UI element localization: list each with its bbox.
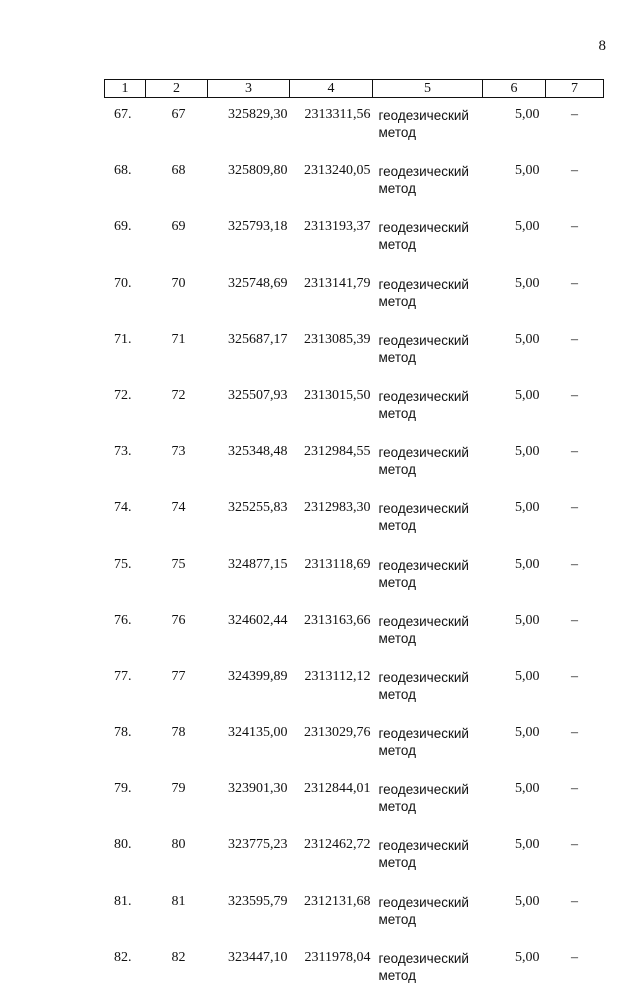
row-number-cell bbox=[105, 154, 146, 210]
note-cell: – bbox=[546, 491, 604, 547]
table-row bbox=[105, 660, 604, 716]
table-row bbox=[105, 772, 604, 828]
row-number-cell bbox=[105, 267, 146, 323]
accuracy-cell: 5,00 bbox=[483, 210, 546, 266]
point-id-cell: 80 bbox=[146, 828, 208, 884]
accuracy-cell: 5,00 bbox=[483, 772, 546, 828]
row-number-text: 78. bbox=[105, 725, 146, 741]
table-row bbox=[105, 210, 604, 266]
note-cell: – bbox=[546, 210, 604, 266]
point-id-cell: 72 bbox=[146, 379, 208, 435]
method-cell: геодезический метод bbox=[373, 716, 483, 772]
y-coordinate-cell: 2313240,05 bbox=[290, 154, 373, 210]
row-number-text: 71. bbox=[105, 332, 146, 348]
note-cell: – bbox=[546, 885, 604, 941]
accuracy-cell: 5,00 bbox=[483, 154, 546, 210]
x-coordinate-cell: 325829,30 bbox=[208, 98, 290, 155]
x-coordinate-cell: 323447,10 bbox=[208, 941, 290, 997]
accuracy-cell: 5,00 bbox=[483, 98, 546, 155]
accuracy-cell: 5,00 bbox=[483, 828, 546, 884]
table-row bbox=[105, 323, 604, 379]
y-coordinate-cell: 2313311,56 bbox=[290, 98, 373, 155]
x-coordinate-cell: 324602,44 bbox=[208, 604, 290, 660]
row-number-text: 81. bbox=[105, 894, 146, 910]
accuracy-cell: 5,00 bbox=[483, 941, 546, 997]
x-coordinate-cell: 325255,83 bbox=[208, 491, 290, 547]
x-coordinate-cell: 325748,69 bbox=[208, 267, 290, 323]
method-cell: геодезический метод bbox=[373, 604, 483, 660]
x-coordinate-cell: 324135,00 bbox=[208, 716, 290, 772]
note-cell: – bbox=[546, 772, 604, 828]
x-coordinate-cell: 325687,17 bbox=[208, 323, 290, 379]
note-cell: – bbox=[546, 660, 604, 716]
row-number-cell bbox=[105, 491, 146, 547]
y-coordinate-cell: 2313141,79 bbox=[290, 267, 373, 323]
note-cell: – bbox=[546, 435, 604, 491]
point-id-cell: 76 bbox=[146, 604, 208, 660]
row-number-cell bbox=[105, 98, 146, 155]
row-number-cell bbox=[105, 323, 146, 379]
point-id-cell: 78 bbox=[146, 716, 208, 772]
method-cell: геодезический метод bbox=[373, 941, 483, 997]
x-coordinate-cell: 325348,48 bbox=[208, 435, 290, 491]
y-coordinate-cell: 2313193,37 bbox=[290, 210, 373, 266]
table-header bbox=[105, 80, 604, 98]
method-cell: геодезический метод bbox=[373, 548, 483, 604]
table-row bbox=[105, 828, 604, 884]
row-number-text: 75. bbox=[105, 557, 146, 573]
accuracy-cell: 5,00 bbox=[483, 716, 546, 772]
point-id-cell: 68 bbox=[146, 154, 208, 210]
point-id-cell: 69 bbox=[146, 210, 208, 266]
y-coordinate-cell: 2313112,12 bbox=[290, 660, 373, 716]
y-coordinate-cell: 2313163,66 bbox=[290, 604, 373, 660]
column-header-1: 1 bbox=[105, 80, 146, 98]
table-row bbox=[105, 716, 604, 772]
y-coordinate-cell: 2312462,72 bbox=[290, 828, 373, 884]
table-body bbox=[105, 98, 604, 997]
row-number-text: 72. bbox=[105, 388, 146, 404]
row-number-text: 76. bbox=[105, 613, 146, 629]
row-number-text: 73. bbox=[105, 444, 146, 460]
point-id-cell: 71 bbox=[146, 323, 208, 379]
column-header-7: 7 bbox=[546, 80, 604, 98]
y-coordinate-cell: 2312131,68 bbox=[290, 885, 373, 941]
row-number-text: 82. bbox=[105, 950, 146, 966]
y-coordinate-cell: 2312844,01 bbox=[290, 772, 373, 828]
note-cell: – bbox=[546, 379, 604, 435]
table-row bbox=[105, 548, 604, 604]
accuracy-cell: 5,00 bbox=[483, 604, 546, 660]
row-number-cell bbox=[105, 660, 146, 716]
coordinates-table bbox=[104, 79, 604, 997]
method-cell: геодезический метод bbox=[373, 660, 483, 716]
table-row bbox=[105, 379, 604, 435]
method-cell: геодезический метод bbox=[373, 435, 483, 491]
row-number-cell bbox=[105, 941, 146, 997]
y-coordinate-cell: 2313085,39 bbox=[290, 323, 373, 379]
table-row bbox=[105, 154, 604, 210]
method-cell: геодезический метод bbox=[373, 98, 483, 155]
accuracy-cell: 5,00 bbox=[483, 660, 546, 716]
accuracy-cell: 5,00 bbox=[483, 379, 546, 435]
point-id-cell: 82 bbox=[146, 941, 208, 997]
point-id-cell: 77 bbox=[146, 660, 208, 716]
table-row bbox=[105, 885, 604, 941]
note-cell: – bbox=[546, 548, 604, 604]
method-cell: геодезический метод bbox=[373, 772, 483, 828]
table-row bbox=[105, 435, 604, 491]
method-cell: геодезический метод bbox=[373, 323, 483, 379]
x-coordinate-cell: 323775,23 bbox=[208, 828, 290, 884]
x-coordinate-cell: 325809,80 bbox=[208, 154, 290, 210]
note-cell: – bbox=[546, 267, 604, 323]
note-cell: – bbox=[546, 323, 604, 379]
row-number-cell bbox=[105, 828, 146, 884]
table-row bbox=[105, 604, 604, 660]
point-id-cell: 74 bbox=[146, 491, 208, 547]
column-header-3: 3 bbox=[208, 80, 290, 98]
row-number-cell bbox=[105, 210, 146, 266]
x-coordinate-cell: 325507,93 bbox=[208, 379, 290, 435]
method-cell: геодезический метод bbox=[373, 379, 483, 435]
row-number-cell bbox=[105, 548, 146, 604]
note-cell: – bbox=[546, 98, 604, 155]
accuracy-cell: 5,00 bbox=[483, 885, 546, 941]
header-row bbox=[105, 80, 604, 98]
row-number-cell bbox=[105, 435, 146, 491]
method-cell: геодезический метод bbox=[373, 828, 483, 884]
table-row bbox=[105, 941, 604, 997]
point-id-cell: 75 bbox=[146, 548, 208, 604]
accuracy-cell: 5,00 bbox=[483, 435, 546, 491]
note-cell: – bbox=[546, 941, 604, 997]
x-coordinate-cell: 324877,15 bbox=[208, 548, 290, 604]
accuracy-cell: 5,00 bbox=[483, 491, 546, 547]
column-header-2: 2 bbox=[146, 80, 208, 98]
row-number-text: 77. bbox=[105, 669, 146, 685]
point-id-cell: 79 bbox=[146, 772, 208, 828]
note-cell: – bbox=[546, 716, 604, 772]
row-number-text: 67. bbox=[105, 107, 146, 123]
method-cell: геодезический метод bbox=[373, 267, 483, 323]
table-row bbox=[105, 491, 604, 547]
y-coordinate-cell: 2312983,30 bbox=[290, 491, 373, 547]
point-id-cell: 70 bbox=[146, 267, 208, 323]
accuracy-cell: 5,00 bbox=[483, 267, 546, 323]
note-cell: – bbox=[546, 604, 604, 660]
y-coordinate-cell: 2313029,76 bbox=[290, 716, 373, 772]
row-number-text: 69. bbox=[105, 219, 146, 235]
method-cell: геодезический метод bbox=[373, 491, 483, 547]
row-number-cell bbox=[105, 604, 146, 660]
point-id-cell: 67 bbox=[146, 98, 208, 155]
column-header-4: 4 bbox=[290, 80, 373, 98]
method-cell: геодезический метод bbox=[373, 154, 483, 210]
column-header-6: 6 bbox=[483, 80, 546, 98]
accuracy-cell: 5,00 bbox=[483, 548, 546, 604]
page-number: 8 bbox=[599, 38, 607, 55]
row-number-cell bbox=[105, 772, 146, 828]
table-row bbox=[105, 98, 604, 155]
x-coordinate-cell: 325793,18 bbox=[208, 210, 290, 266]
x-coordinate-cell: 323595,79 bbox=[208, 885, 290, 941]
point-id-cell: 81 bbox=[146, 885, 208, 941]
y-coordinate-cell: 2311978,04 bbox=[290, 941, 373, 997]
note-cell: – bbox=[546, 154, 604, 210]
method-cell: геодезический метод bbox=[373, 885, 483, 941]
row-number-text: 68. bbox=[105, 163, 146, 179]
row-number-cell bbox=[105, 885, 146, 941]
row-number-text: 70. bbox=[105, 276, 146, 292]
row-number-text: 74. bbox=[105, 500, 146, 516]
row-number-cell bbox=[105, 379, 146, 435]
method-cell: геодезический метод bbox=[373, 210, 483, 266]
x-coordinate-cell: 324399,89 bbox=[208, 660, 290, 716]
row-number-text: 79. bbox=[105, 781, 146, 797]
row-number-cell bbox=[105, 716, 146, 772]
accuracy-cell: 5,00 bbox=[483, 323, 546, 379]
row-number-text: 80. bbox=[105, 837, 146, 853]
y-coordinate-cell: 2313015,50 bbox=[290, 379, 373, 435]
point-id-cell: 73 bbox=[146, 435, 208, 491]
table-row bbox=[105, 267, 604, 323]
note-cell: – bbox=[546, 828, 604, 884]
column-header-5: 5 bbox=[373, 80, 483, 98]
x-coordinate-cell: 323901,30 bbox=[208, 772, 290, 828]
y-coordinate-cell: 2312984,55 bbox=[290, 435, 373, 491]
y-coordinate-cell: 2313118,69 bbox=[290, 548, 373, 604]
